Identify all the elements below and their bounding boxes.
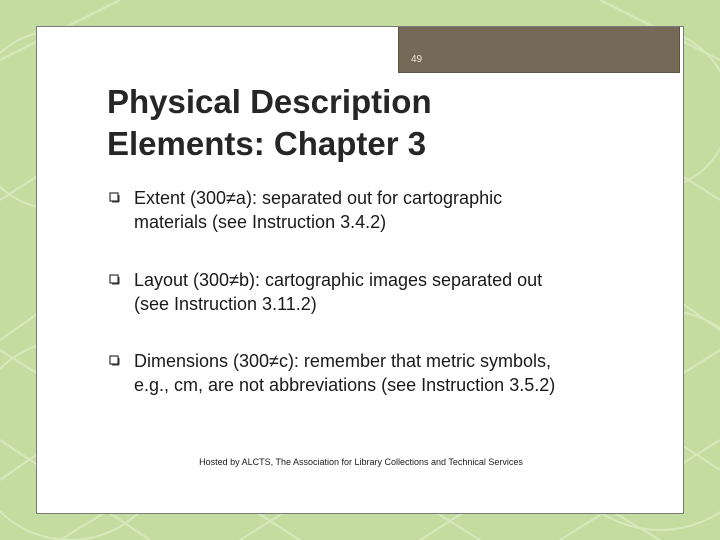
bullet-line-2: e.g., cm, are not abbreviations (see Instruction 3.5.2) (134, 375, 556, 395)
slide-footer: Hosted by ALCTS, The Association for Library Collections and Technical Services (199, 457, 523, 467)
bullet-item (109, 186, 659, 234)
bullet-line-1: Extent (300≠a): separated out for cartographic (134, 188, 503, 208)
bullet-line-2: materials (see Instruction 3.4.2) (134, 212, 387, 232)
page-number: 49 (411, 54, 423, 65)
bullet-text (134, 186, 659, 234)
bullet-line-2: (see Instruction 3.11.2) (134, 294, 317, 314)
title-line-2: Elements: Chapter 3 (107, 125, 427, 162)
bullet-line-1: Layout (300≠b): cartographic images separated out (134, 270, 543, 290)
page-number-tab (398, 27, 680, 73)
bullet-item (109, 268, 659, 316)
bullet-text (134, 268, 659, 316)
bullet-text (134, 349, 659, 397)
bullet-line-1: Dimensions (300≠c): remember that metric symbols, (134, 351, 551, 371)
slide-title (107, 81, 667, 165)
slide-card (36, 26, 684, 514)
bullet-item (109, 349, 659, 397)
title-line-1: Physical Description (107, 83, 432, 120)
hollow-square-icon (109, 192, 120, 203)
hollow-square-icon (109, 355, 120, 366)
hollow-square-icon (109, 274, 120, 285)
